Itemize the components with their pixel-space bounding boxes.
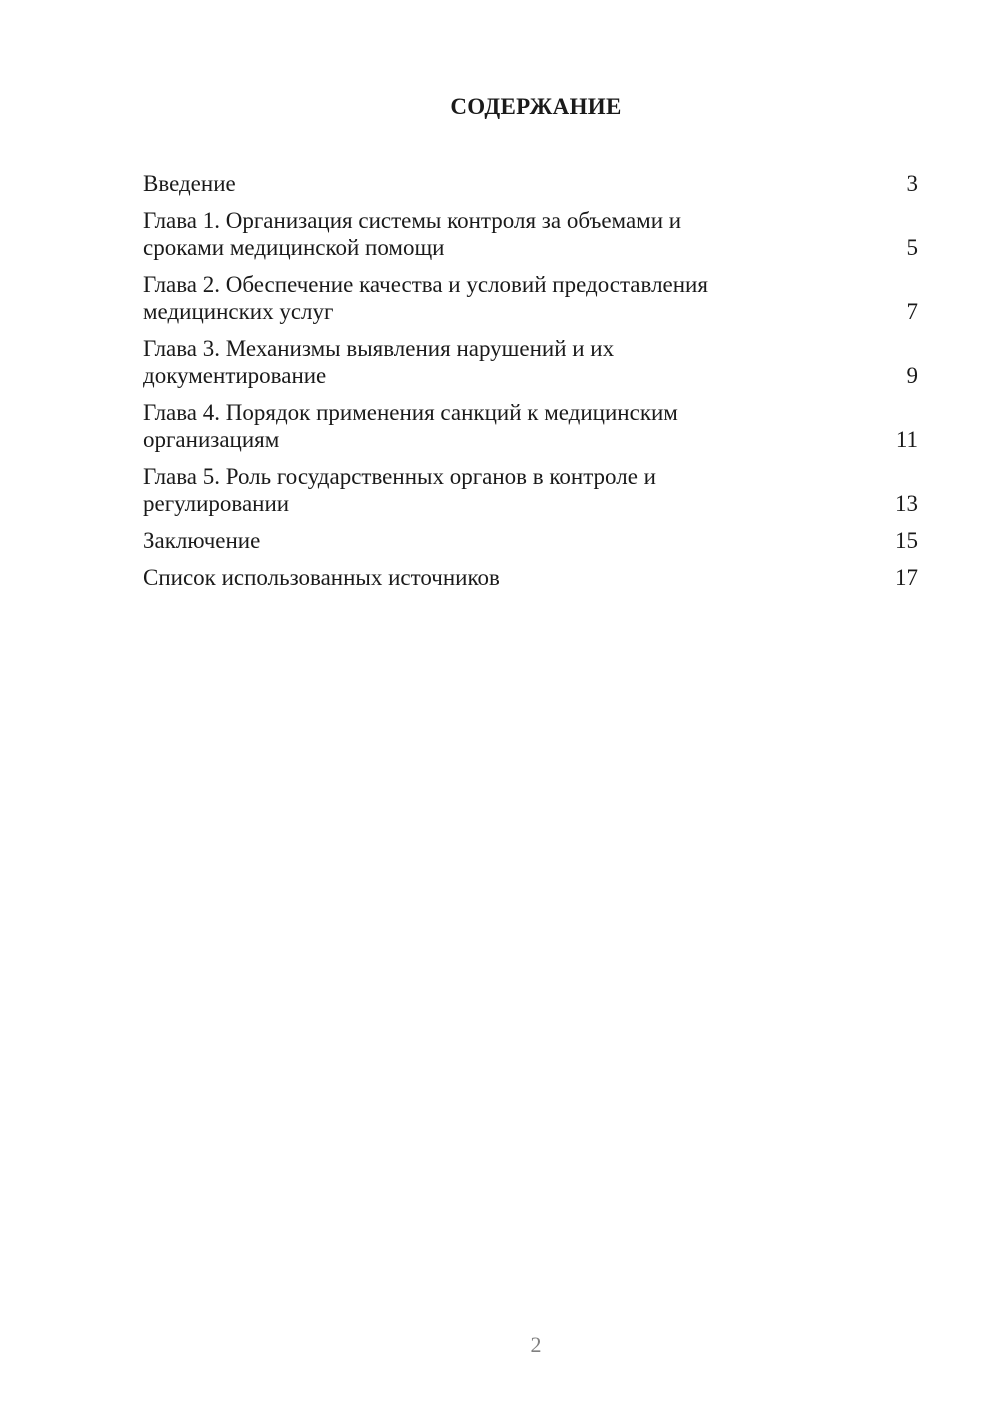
toc-entry-line: Список использованных источников [143,565,500,590]
toc-entry-line: Введение [143,171,236,196]
toc-entry-page: 17 [895,565,918,590]
toc-entry-page: 11 [895,427,918,452]
toc-entry-page: 15 [895,528,918,553]
toc-entry-line: документирование [143,363,327,388]
toc-entry-line: Глава 5. Роль государственных органов в контроле и [143,464,656,489]
toc-entry-text [143,207,681,261]
toc-title: СОДЕРЖАНИЕ [450,94,622,119]
toc-entry-text [143,527,260,554]
toc-entry-text [143,564,500,591]
toc-entry-line: Глава 4. Порядок применения санкций к медицинским [143,400,678,425]
toc-entry-chapter-3 [143,335,920,389]
toc-entry-line: регулировании [143,491,290,516]
toc-entry-text [143,271,708,325]
toc-entry-page: 3 [906,171,918,196]
toc-entry-text [143,335,614,389]
toc-entry-text [143,170,236,197]
toc-entry-line: организациям [143,427,280,452]
toc-entry-line: сроками медицинской помощи [143,235,445,260]
toc-entry-conclusion [143,527,920,554]
toc-entry-page: 13 [895,491,918,516]
toc-entry-chapter-2 [143,271,920,325]
toc-entry-line: Заключение [143,528,261,553]
toc-entry-chapter-4 [143,399,920,453]
toc-entry-introduction [143,170,920,197]
toc-entry-text [143,399,678,453]
page-number: 2 [530,1332,542,1357]
toc-entry-chapter-5 [143,463,920,517]
toc-entry-text [143,463,656,517]
toc-entry-line: медицинских услуг [143,299,334,324]
toc-entry-page: 5 [906,235,918,260]
toc-entry-line: Глава 2. Обеспечение качества и условий предоставления [143,272,708,297]
toc-entry-page: 9 [906,363,918,388]
toc-entry-references [143,564,920,591]
toc-entry-page: 7 [906,299,918,324]
table-of-contents [143,170,920,601]
toc-entry-line: Глава 1. Организация системы контроля за объемами и [143,208,682,233]
toc-entry-chapter-1 [143,207,920,261]
toc-entry-line: Глава 3. Механизмы выявления нарушений и их [143,336,615,361]
